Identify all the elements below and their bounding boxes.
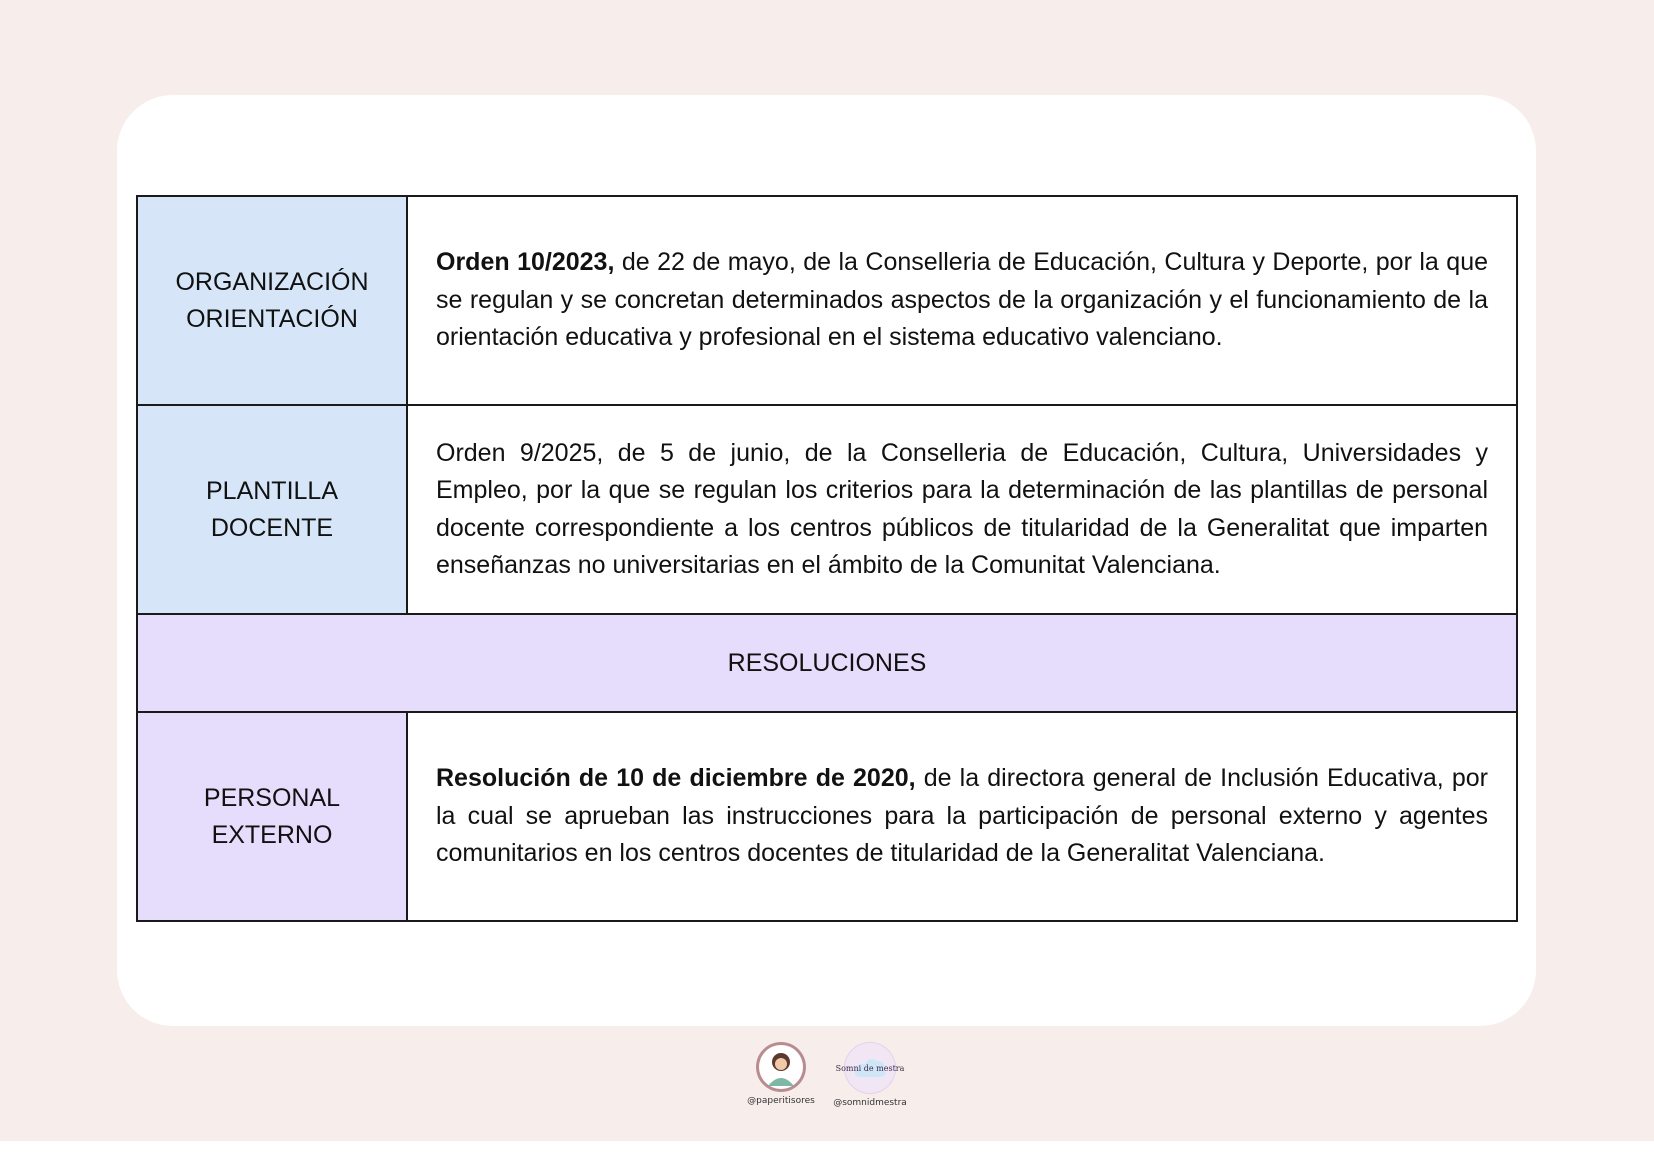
regulation-description: de 22 de mayo, de la Conselleria de Educación, Cultura y Deporte, por la que se regulan y se concretan determinados aspectos de la organización y el funcionamiento de la orientación educativa y profesional en el sistema educativo valenciano. xyxy=(436,248,1488,352)
author-handle: @somnidmestra xyxy=(833,1098,907,1108)
label-line: PLANTILLA xyxy=(205,476,338,505)
table-row xyxy=(137,405,1517,614)
row-content-orden-10-2023 xyxy=(407,196,1517,405)
label-line: PERSONAL xyxy=(203,783,341,812)
cloud-logo-icon xyxy=(835,1043,905,1093)
label-line: DOCENTE xyxy=(210,513,334,542)
row-label-personal-externo xyxy=(137,712,407,921)
section-header-row xyxy=(137,614,1517,712)
table-row xyxy=(137,196,1517,405)
regulation-title: Orden 10/2023, xyxy=(436,248,615,277)
regulation-title: Resolución de 10 de diciembre de 2020, xyxy=(436,764,916,793)
label-line: EXTERNO xyxy=(211,820,333,849)
row-content-orden-9-2025 xyxy=(407,405,1517,614)
regulation-description: Orden 9/2025, de 5 de junio, de la Conselleria de Educación, Cultura, Universidades y Empleo, por la que se regulan los criterios para la determinación de las plantillas de personal docente correspondiente a los centros públicos de titularidad de la Generalitat que imparten enseñanzas no universitarias en el ámbito de la Comunitat Valenciana. xyxy=(436,438,1488,579)
avatar-illustration-icon xyxy=(756,1042,806,1092)
section-header-resoluciones: RESOLUCIONES xyxy=(137,614,1517,712)
author-badge-somnidmestra xyxy=(815,1042,925,1108)
regulations-table xyxy=(136,195,1518,922)
author-handle: @paperitisores xyxy=(747,1096,815,1106)
row-label-plantilla xyxy=(137,405,407,614)
regulation-description: de la directora general de Inclusión Educativa, por la cual se aprueban las instrucciones para la participación de personal externo y agentes comunitarios en los centros docentes de titularidad de la Generalitat Valenciana. xyxy=(436,764,1488,868)
table-row xyxy=(137,712,1517,921)
logo xyxy=(835,1042,905,1094)
row-content-resolucion-2020 xyxy=(407,712,1517,921)
logo-text: Somni de mestra xyxy=(835,1064,905,1073)
label-line: ORGANIZACIÓN xyxy=(175,267,369,296)
avatar xyxy=(756,1042,806,1092)
label-line: ORIENTACIÓN xyxy=(186,304,358,333)
row-label-organizacion xyxy=(137,196,407,405)
